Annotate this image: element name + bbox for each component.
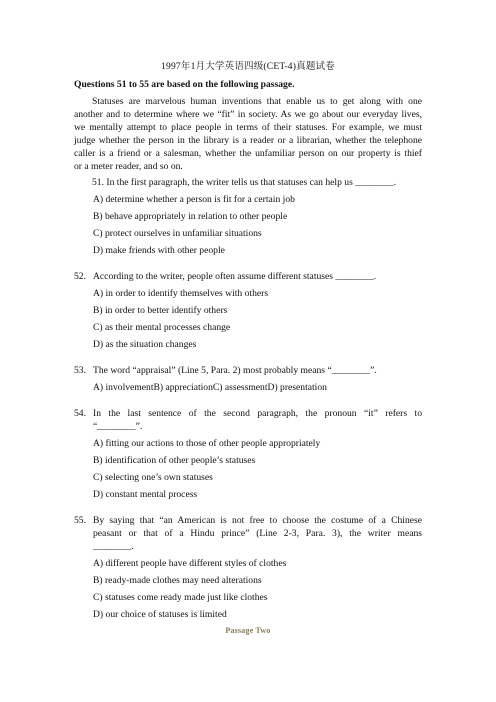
answer-option: C) statuses come ready made just like clothes: [93, 592, 268, 603]
answer-option: C) selecting one’s own statuses: [93, 472, 213, 483]
answer-option: A) in order to identify themselves with others: [93, 288, 269, 299]
question-number: 52.: [74, 271, 86, 282]
question-number: 54.: [74, 408, 86, 419]
passage-line: we mentally attempt to place people in terms of their statuses. For example, we must: [74, 122, 422, 133]
question-number: 55.: [74, 515, 86, 526]
passage-line: or a meter reader, and so on.: [74, 161, 183, 172]
passage-line: judge whether the person in the library is a reader or a librarian, whether the telephone: [74, 135, 422, 146]
answer-option: D) make friends with other people: [93, 245, 225, 256]
answer-option: C) as their mental processes change: [93, 322, 231, 333]
answer-option: D) our choice of statuses is limited: [93, 609, 227, 620]
page-title: 1997年1月大学英语四级(CET-4)真题试卷: [161, 62, 335, 72]
answer-option: A) different people have different styles of clothes: [93, 558, 287, 569]
answer-option: A) determine whether a person is fit for a certain job: [93, 194, 295, 205]
answer-option: D) constant mental process: [93, 489, 198, 500]
question-stem: By saying that “an American is not free to choose the costume of a Chinese: [93, 515, 422, 526]
question-stem: ________.: [93, 541, 134, 552]
answer-option: C) protect ourselves in unfamiliar situations: [93, 228, 262, 239]
answer-option: B) identification of other people’s statuses: [93, 455, 256, 466]
section-heading: Passage Two: [225, 626, 271, 635]
answer-option: A) involvementB) appreciationC) assessmentD) presentation: [93, 382, 327, 393]
answer-option: B) behave appropriately in relation to other people: [93, 211, 288, 222]
question-number: 53.: [74, 365, 86, 376]
question-stem: “________”.: [93, 421, 143, 432]
question-stem: peasant or that of a Hindu prince” (Line 2-3, Para. 3), the writer means: [93, 528, 422, 539]
answer-option: A) fitting our actions to those of other people appropriately: [93, 438, 321, 449]
question-stem: 51. In the first paragraph, the writer tells us that statuses can help us ________.: [92, 177, 396, 188]
passage-line: Statuses are marvelous human inventions that enable us to get along with one: [92, 96, 422, 107]
question-stem: According to the writer, people often assume different statuses ________.: [93, 271, 377, 282]
answer-option: B) in order to better identify others: [93, 305, 228, 316]
question-stem: In the last sentence of the second paragraph, the pronoun “it” refers to: [93, 408, 422, 419]
answer-option: D) as the situation changes: [93, 339, 197, 350]
passage-line: caller is a friend or a salesman, whether the unfamiliar person on our property is thief: [74, 148, 422, 159]
instructions: Questions 51 to 55 are based on the following passage.: [74, 79, 295, 90]
passage-line: another and to determine where we “fit” in society. As we go about our everyday lives,: [74, 109, 422, 120]
answer-option: B) ready-made clothes may need alterations: [93, 575, 262, 586]
question-stem: The word “appraisal” (Line 5, Para. 2) most probably means “________”.: [93, 365, 377, 376]
